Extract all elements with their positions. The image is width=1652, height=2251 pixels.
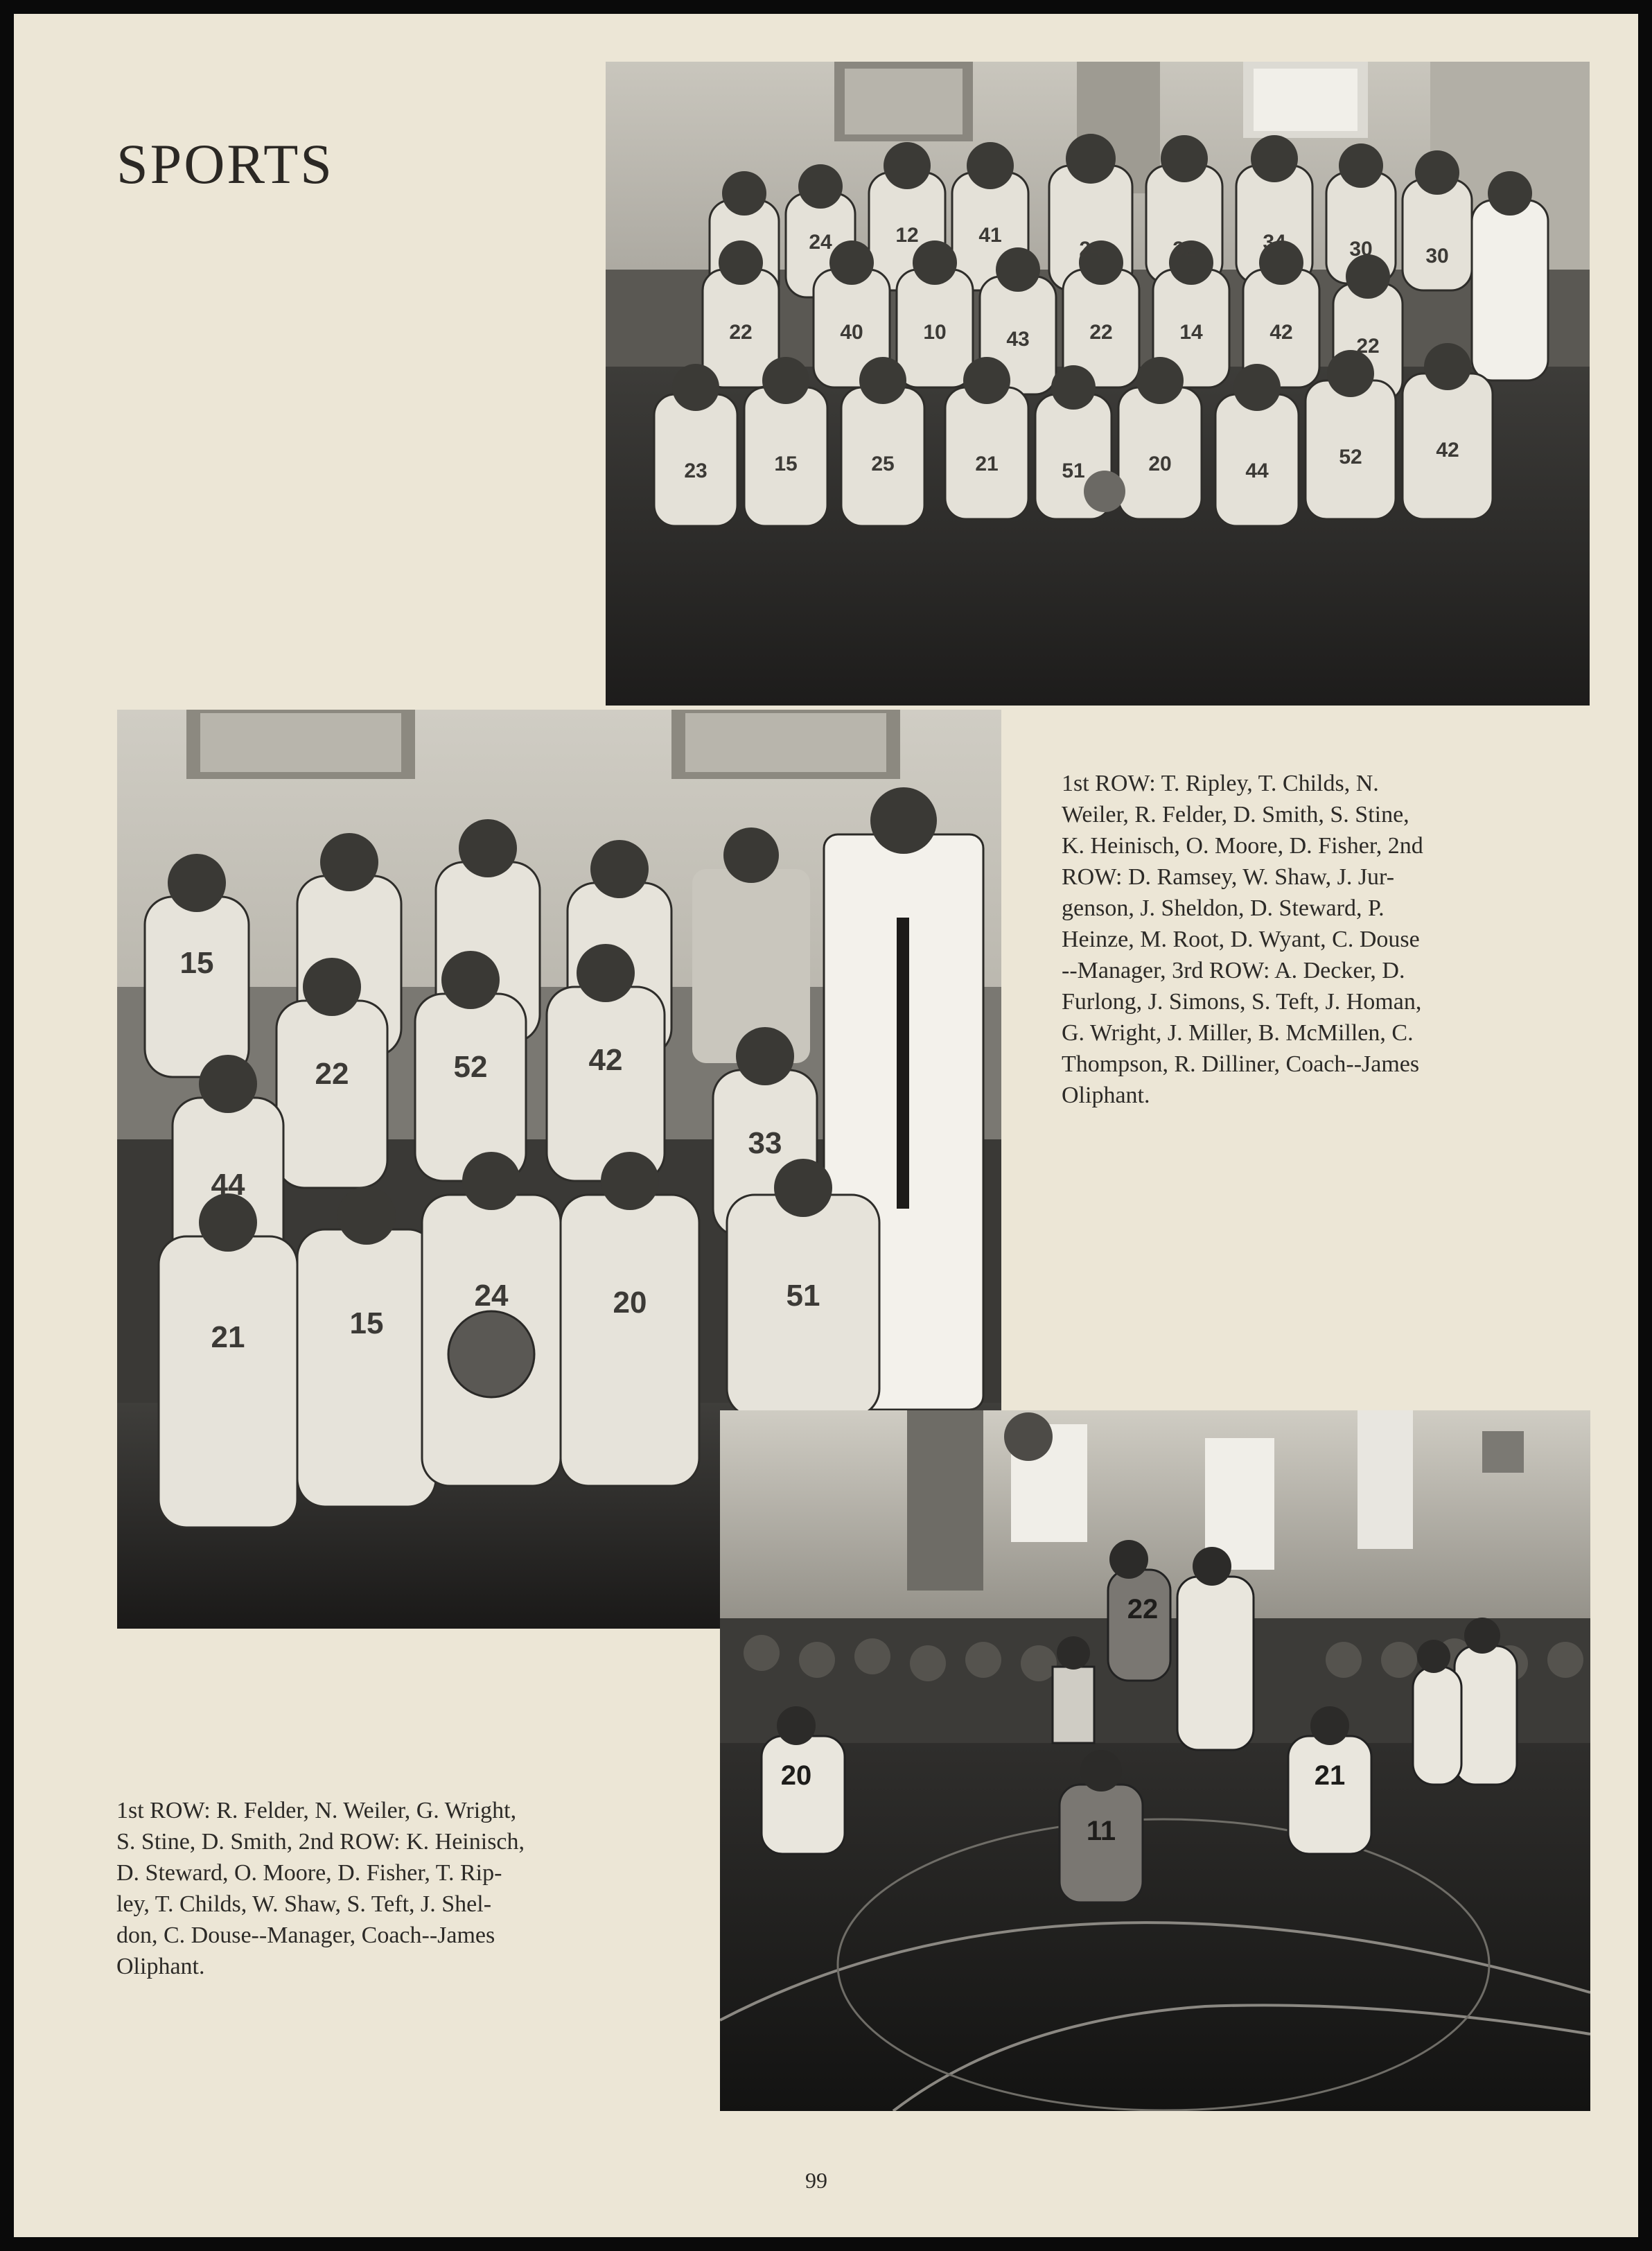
team-large-jersey-number: 20 [1148, 453, 1172, 475]
team-large-jersey-number: 32 [1172, 238, 1196, 261]
team-large-jersey-number: 42 [1436, 439, 1459, 462]
team-small-jersey-number: 21 [211, 1320, 245, 1354]
game-action-jersey-number: 21 [1314, 1760, 1346, 1791]
team-large-jersey-number: 25 [871, 453, 895, 475]
team-large-jersey-number: 44 [1245, 459, 1269, 482]
team-large-jersey-number: 10 [923, 321, 947, 344]
team-large-jersey-number: 21 [975, 453, 999, 475]
team-large-jersey-number: 22 [1089, 321, 1113, 344]
team-large-jersey-number: 12 [895, 224, 919, 247]
team-small-jersey-number: 15 [179, 946, 214, 980]
team-large-jersey-number: 30 [1349, 238, 1373, 261]
game-action-jersey-number: 11 [1086, 1816, 1116, 1846]
team-small-jersey-number: 52 [453, 1050, 488, 1084]
team-large-jersey-number: 43 [1006, 328, 1030, 351]
team-small-jersey-number: 22 [315, 1057, 349, 1091]
game-action-jersey-number: 20 [780, 1760, 812, 1791]
team-large-jersey-number: 24 [809, 231, 832, 254]
team-large-jersey-number: 30 [1425, 245, 1449, 268]
game-action-jersey-number: 22 [1127, 1594, 1159, 1624]
yearbook-page [14, 14, 1638, 2237]
team-small-jersey-number: 24 [474, 1279, 509, 1313]
team-small-jersey-number: 33 [748, 1126, 782, 1160]
team-small-jersey-number: 42 [588, 1043, 623, 1077]
team-large-jersey-number: 42 [1269, 321, 1293, 344]
team-large-jersey-number: 34 [1263, 231, 1286, 254]
varsity-caption: 1st ROW: T. Ripley, T. Childs, N. Weiler, R. Felder, D. Smith, S. Stine, K. Heinisch, O. Moore, D. Fisher, 2nd ROW: D. Ramsey, W. Shaw, J. Jur- genson, J. Sheldon, D. Steward, P. Heinze, M. Root, D. Wyant, C. Douse --Manager, 3rd ROW: A. Decker, D. Furlong, J. Simons, S. Teft, J. Homan, G. Wright, J. Miller, B. McMillen, C. Thompson, R. Dilliner, Coach--James Oliphant. [1062, 771, 1423, 1108]
team-large-jersey-number: 22 [1356, 335, 1380, 358]
team-large-jersey-number: 40 [840, 321, 863, 344]
team-small-jersey-number: 51 [786, 1279, 820, 1313]
team-large-jersey-number: 14 [1179, 321, 1203, 344]
team-large-jersey-number: 22 [729, 321, 753, 344]
team-small-jersey-number: 44 [211, 1168, 245, 1202]
team-large-jersey-number: 15 [774, 453, 798, 475]
page-title: SPORTS [116, 132, 334, 195]
team-small-jersey-number: 15 [349, 1306, 384, 1340]
team-large-jersey-number: 41 [978, 224, 1002, 247]
team-large-jersey-number: 51 [1062, 459, 1085, 482]
team-small-jersey-number: 20 [613, 1286, 647, 1320]
team-photo-large [606, 62, 1590, 706]
team-large-jersey-number: 23 [684, 459, 708, 482]
junior-caption: 1st ROW: R. Felder, N. Weiler, G. Wright, S. Stine, D. Smith, 2nd ROW: K. Heinisch, D. Steward, O. Moore, D. Fisher, T. Rip- ley, T. Childs, W. Shaw, S. Teft, J. Shel- don, C. Douse--Manager, Coach--James Oliphant. [116, 1798, 525, 1979]
team-large-jersey-number: 52 [1339, 446, 1362, 468]
team-large-jersey-number: 24 [1079, 238, 1102, 261]
page-number: 99 [805, 2168, 827, 2193]
game-action-photo [720, 1410, 1590, 2111]
